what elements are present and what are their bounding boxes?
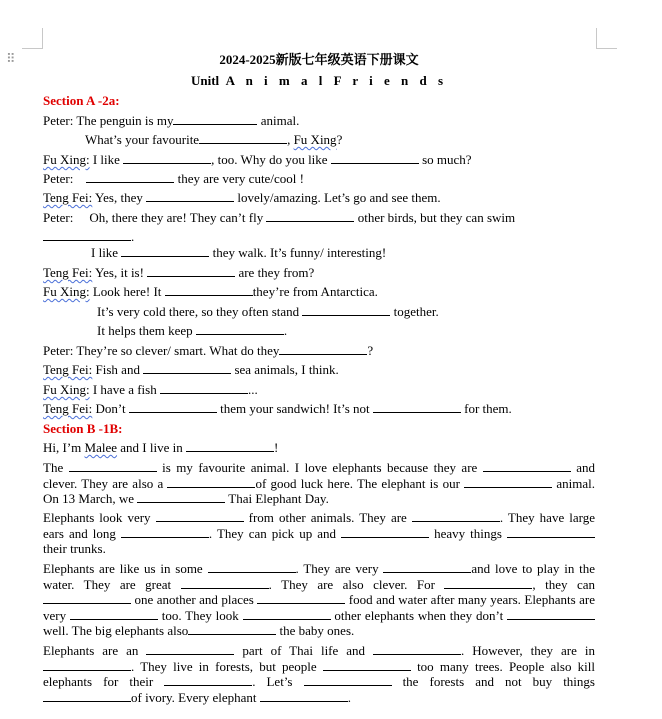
blank[interactable]: [383, 561, 471, 573]
speaker-name: Fu Xing: [293, 132, 337, 147]
blank[interactable]: [165, 284, 253, 296]
blank[interactable]: [121, 245, 209, 257]
paragraph-text: of good luck here. The elephant is our: [255, 475, 465, 491]
blank[interactable]: [147, 265, 235, 277]
blank[interactable]: [146, 190, 234, 202]
blank[interactable]: [186, 440, 274, 452]
blank[interactable]: [160, 382, 248, 394]
paragraph-text: The: [43, 460, 69, 475]
paragraph-text: and clever. They are also a: [43, 460, 595, 491]
blank[interactable]: [156, 510, 244, 522]
blank[interactable]: [129, 401, 217, 413]
paragraph-text: . They are also clever. For: [268, 576, 445, 592]
speaker: Teng Fei:: [43, 265, 93, 280]
paragraph-text: heavy things: [429, 525, 507, 541]
blank[interactable]: [199, 132, 287, 144]
dialogue-line: I like they walk. It’s funny/ interesting!: [91, 245, 387, 260]
unit-title: [43, 73, 595, 89]
speaker: Fu Xing:: [43, 152, 90, 167]
speaker: Teng Fei:: [43, 401, 93, 416]
paragraph-text: the baby ones.: [276, 623, 355, 639]
paragraph-text: Thai Elephant Day.: [225, 491, 329, 507]
dialogue-line: Teng Fei: Fish and sea animals, I think.: [43, 362, 339, 377]
dialogue-line: It helps them keep .: [97, 323, 288, 338]
blank[interactable]: [323, 659, 411, 671]
blank[interactable]: [43, 690, 131, 702]
blank[interactable]: [331, 152, 419, 164]
paragraph-text: animal. On 13 March, we: [43, 475, 595, 507]
speaker: Peter:: [43, 171, 74, 186]
blank[interactable]: [507, 608, 595, 620]
paragraph: [43, 561, 595, 639]
document-title: 2024-2025新版七年级英语下册课文: [219, 52, 419, 67]
blank[interactable]: [123, 152, 211, 164]
dialogue-line: Peter: they are very cute/cool !: [43, 171, 304, 186]
dialogue-line: What’s your favourite , Fu Xing?: [85, 132, 343, 147]
speaker: Teng Fei:: [43, 362, 93, 377]
dialogue-line: Fu Xing: I have a fish ...: [43, 382, 258, 397]
blank[interactable]: [43, 229, 131, 241]
paragraph-text: food and water after many years. Elephants are very: [43, 592, 595, 623]
blank[interactable]: [69, 460, 157, 472]
dialogue-line: .: [43, 229, 134, 245]
blank[interactable]: [483, 460, 571, 472]
dialogue-line: It’s very cold there, so they often stand together.: [97, 304, 439, 319]
paragraph-text: . They are very: [295, 561, 384, 576]
blank[interactable]: [266, 210, 354, 222]
dialogue-line: Fu Xing: Look here! It they’re from Antarctica.: [43, 284, 378, 299]
blank[interactable]: [188, 623, 276, 635]
paragraph-text: . They can pick up and: [208, 525, 342, 541]
blank[interactable]: [137, 491, 225, 503]
blank[interactable]: [279, 343, 367, 355]
unit-label: Unitl: [190, 73, 220, 88]
paragraph-text: Elephants are an: [43, 643, 147, 658]
blank[interactable]: [121, 526, 209, 538]
blank[interactable]: [208, 561, 296, 573]
page-corner-mark-top-left: [22, 28, 43, 49]
speaker: Peter:: [43, 113, 74, 128]
paragraph-text: Elephants look very: [43, 510, 156, 525]
person-name: Malee: [84, 440, 118, 455]
paragraph-text: too many trees. People also kill elephants for their: [43, 658, 595, 690]
paragraph-text: . Let’s: [252, 674, 304, 690]
blank[interactable]: [341, 526, 429, 538]
blank[interactable]: [146, 643, 234, 655]
drag-handle-icon[interactable]: ⠿: [6, 52, 15, 67]
blank[interactable]: [373, 643, 461, 655]
blank[interactable]: [181, 577, 269, 589]
section-a-heading: Section A -2a:: [43, 93, 120, 108]
paragraph: [43, 510, 595, 557]
intro-line: Hi, I’m Malee and I live in !: [43, 440, 279, 455]
blank[interactable]: [43, 592, 131, 604]
speaker: Peter:: [43, 210, 74, 225]
paragraph-text: . However, they are in: [461, 643, 595, 658]
blank[interactable]: [167, 476, 255, 488]
paragraph-text: Elephants are like us in some: [43, 561, 208, 576]
speaker: Teng Fei:: [43, 190, 93, 205]
blank[interactable]: [143, 362, 231, 374]
paragraph-text: too. They look: [157, 607, 243, 623]
paragraph-text: the forests and not buy things: [391, 674, 595, 690]
dialogue-line: Teng Fei: Don’t them your sandwich! It’s not for them.: [43, 401, 512, 416]
blank[interactable]: [507, 526, 595, 538]
paragraph-text: of ivory. Every elephant: [131, 689, 260, 705]
dialogue-line: Teng Fei: Yes, it is! are they from?: [43, 265, 315, 280]
dialogue-line: Peter: The penguin is my animal.: [43, 113, 300, 128]
paragraph-text: from other animals. They are: [243, 510, 412, 525]
section-b-heading: Section B -1B:: [43, 421, 123, 436]
paragraph: [43, 643, 595, 705]
blank[interactable]: [164, 674, 252, 686]
paragraph-text: one another and places: [131, 592, 258, 608]
paragraph-text: .: [347, 689, 351, 705]
dialogue-line: Peter: They’re so clever/ smart. What do they ?: [43, 343, 374, 358]
blank[interactable]: [196, 323, 284, 335]
speaker: Fu Xing:: [43, 382, 90, 397]
paragraph-text: is my favourite animal. I love elephants because they are: [156, 460, 483, 475]
blank[interactable]: [173, 113, 257, 125]
blank[interactable]: [444, 577, 532, 589]
paragraph-text: . They have large ears and long: [43, 510, 596, 541]
paragraph-text: well. The big elephants also: [43, 623, 189, 639]
blank[interactable]: [260, 690, 348, 702]
blank[interactable]: [412, 510, 500, 522]
dialogue-line: Teng Fei: Yes, they lovely/amazing. Let’s go and see them.: [43, 190, 441, 205]
paragraph-text: other elephants when they don’t: [330, 607, 507, 623]
dialogue-line: Peter: Oh, there they are! They can’t fly other birds, but they can swim: [43, 210, 516, 225]
blank[interactable]: [43, 659, 131, 671]
dialogue-line: Fu Xing: I like , too. Why do you like so much?: [43, 152, 472, 167]
unit-name: A n i m a l F r i e n d s: [225, 73, 448, 88]
blank[interactable]: [302, 304, 390, 316]
blank[interactable]: [464, 476, 552, 488]
paragraph: [43, 460, 595, 507]
paragraph-text: their trunks.: [43, 541, 106, 557]
page-corner-mark-top-right: [596, 28, 617, 49]
blank[interactable]: [257, 592, 345, 604]
paragraph-text: . They live in forests, but people: [131, 658, 323, 674]
blank[interactable]: [304, 674, 392, 686]
blank[interactable]: [373, 401, 461, 413]
paragraph-text: and love to play in the water. They are great: [43, 561, 595, 592]
paragraph-text: , they can: [532, 576, 595, 592]
speaker: Peter:: [43, 343, 74, 358]
paragraph-text: part of Thai life and: [234, 643, 374, 658]
blank[interactable]: [86, 171, 174, 183]
blank[interactable]: [243, 608, 331, 620]
speaker: Fu Xing:: [43, 284, 90, 299]
blank[interactable]: [70, 608, 158, 620]
